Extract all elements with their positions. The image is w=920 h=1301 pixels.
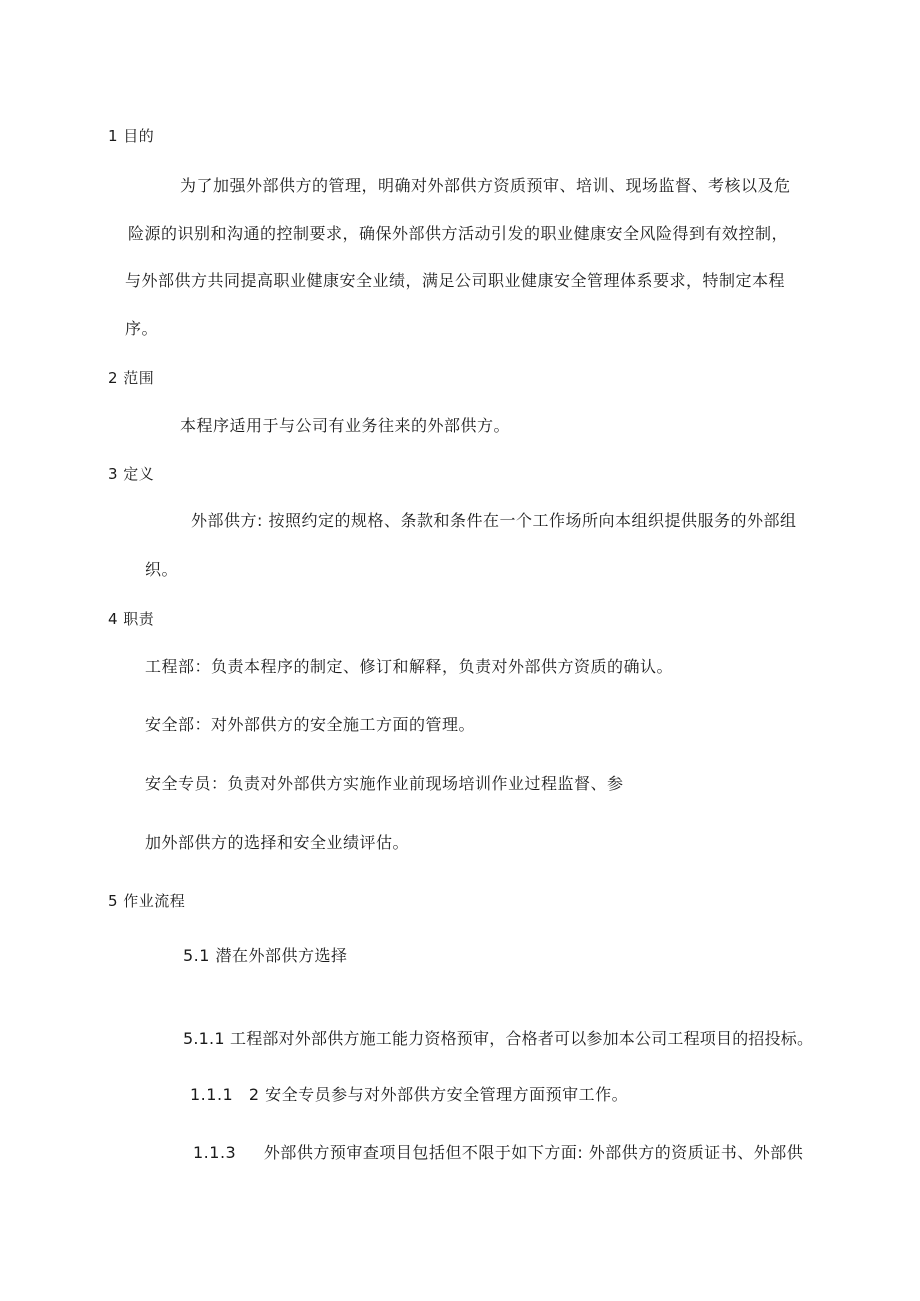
section-1-para-line-3: 与外部供方共同提高职业健康安全业绩，满足公司职业健康安全管理体系要求，特制定本程: [125, 271, 786, 290]
section-4-item-4: 加外部供方的选择和安全业绩评估。: [145, 833, 410, 852]
section-4-item-2: 安全部：对外部供方的安全施工方面的管理。: [145, 715, 476, 734]
section-1-para-line-4: 序。: [125, 319, 159, 338]
section-5-title: 5 作业流程: [108, 892, 186, 910]
section-4-title: 4 职责: [108, 610, 155, 628]
section-1-1-1-item: [190, 1085, 628, 1105]
section-1-1-3-item: [193, 1143, 803, 1163]
section-1-1-3-text: 外部供方预审查项目包括但不限于如下方面: 外部供方的资质证书、外部供: [263, 1143, 804, 1162]
section-5-1-title: 5.1 潜在外部供方选择: [183, 946, 348, 965]
section-1-1-3-number: 1.1.3: [193, 1143, 237, 1162]
section-2-para: 本程序适用于与公司有业务往来的外部供方。: [180, 416, 511, 435]
section-1-1-1-number: 1.1.1: [190, 1085, 234, 1104]
section-1-para-line-2: 险源的识别和沟通的控制要求，确保外部供方活动引发的职业健康安全风险得到有效控制，: [128, 224, 789, 243]
section-4-item-1: 工程部：负责本程序的制定、修订和解释，负责对外部供方资质的确认。: [145, 657, 674, 676]
section-1-para-line-1: 为了加强外部供方的管理，明确对外部供方资质预审、培训、现场监督、考核以及危: [180, 176, 791, 195]
section-3-para-line-1: 外部供方: 按照约定的规格、条款和条件在一个工作场所向本组织提供服务的外部组: [191, 511, 797, 530]
section-2-title: 2 范围: [108, 369, 155, 387]
section-3-para-line-2: 织。: [145, 560, 179, 579]
section-4-item-3: 安全专员：负责对外部供方实施作业前现场培训作业过程监督、参: [145, 774, 624, 793]
section-3-title: 3 定义: [108, 465, 155, 483]
section-1-title: 1 目的: [108, 127, 155, 145]
section-1-1-1-text: 2 安全专员参与对外部供方安全管理方面预审工作。: [248, 1085, 629, 1104]
section-5-1-1-item: 5.1.1 工程部对外部供方施工能力资格预审，合格者可以参加本公司工程项目的招投标。: [183, 1029, 814, 1048]
